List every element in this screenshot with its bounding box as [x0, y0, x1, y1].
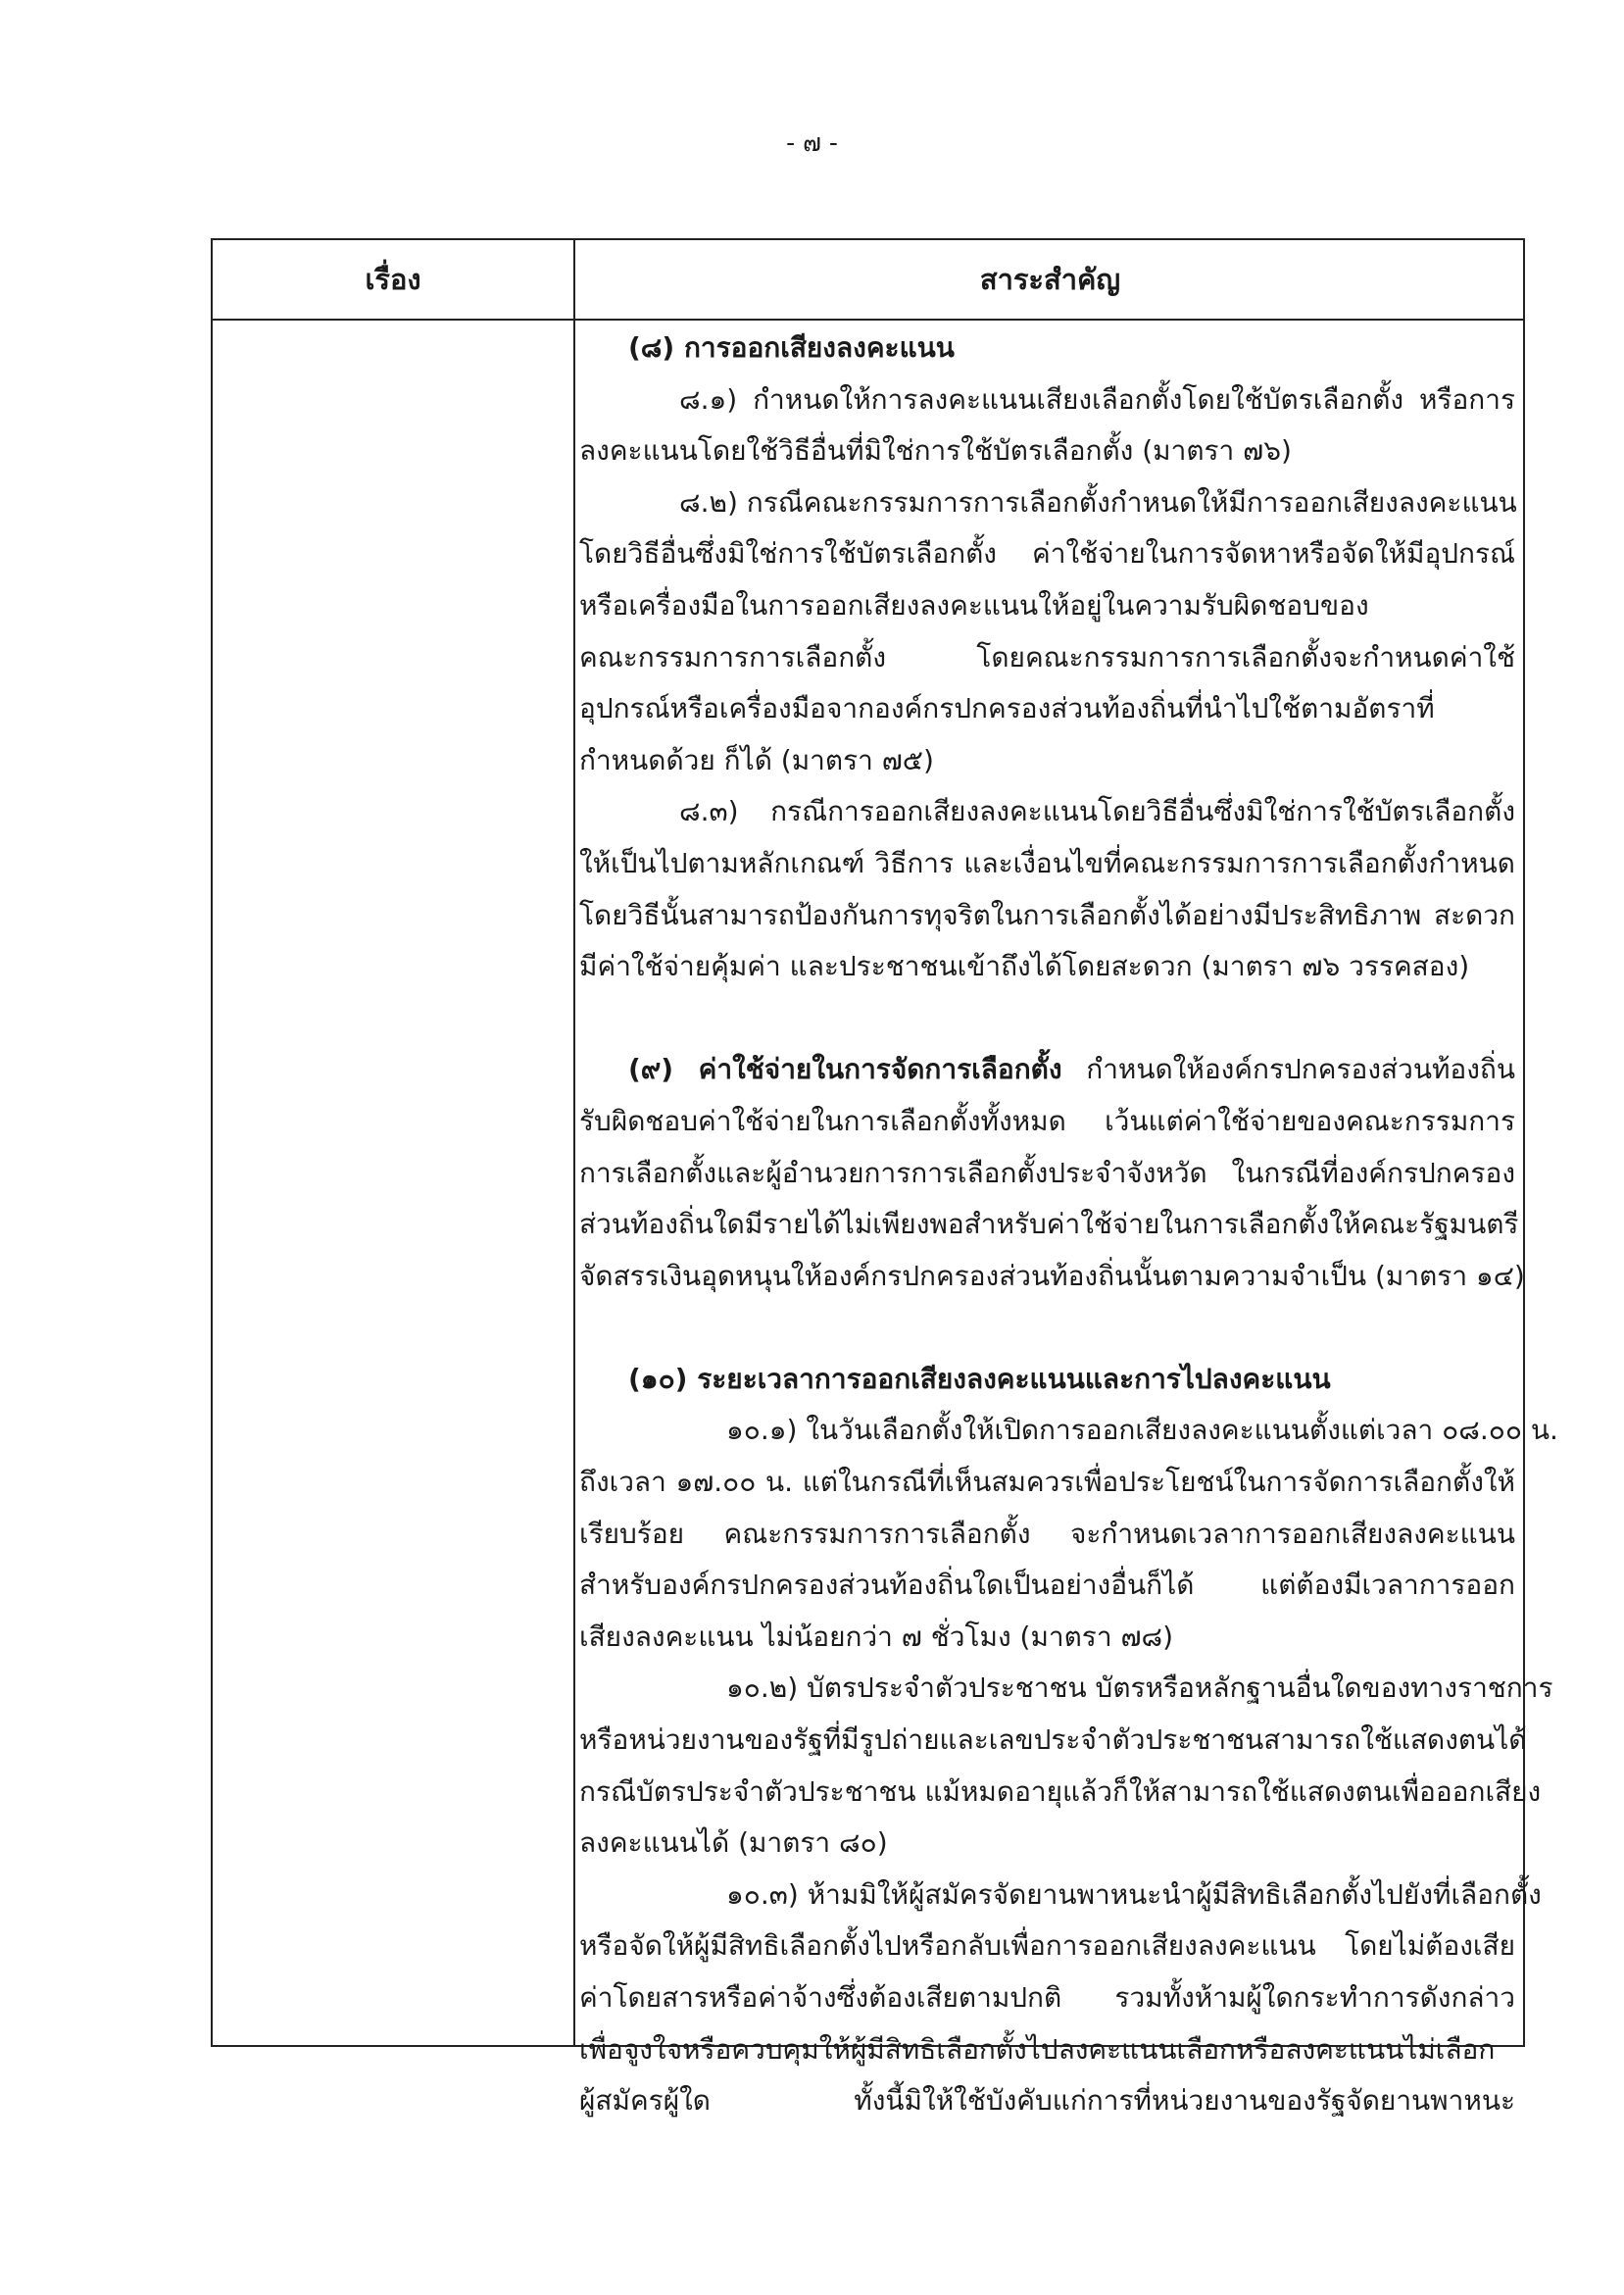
table-header-row	[213, 240, 1523, 321]
s10-p2-line: ลงคะแนนได้ (มาตรา ๘๐)	[579, 1826, 888, 1860]
section10-heading: (๑๐) ระยะเวลาการออกเสียงลงคะแนนและการไปลงคะแนน	[628, 1362, 1331, 1395]
s8-p1-line: ๘.๑) กำหนดให้การลงคะแนนเสียงเลือกตั้งโดยใช้บัตรเลือกตั้ง หรือการ	[679, 382, 1515, 416]
s8-p3-line: โดยวิธีนั้นสามารถป้องกันการทุจริตในการเลือกตั้งได้อย่างมีประสิทธิภาพ สะดวก	[579, 898, 1515, 931]
s8-p3-line: ๘.๓) กรณีการออกเสียงลงคะแนนโดยวิธีอื่นซึ่งมิใช่การใช้บัตรเลือกตั้ง	[679, 795, 1515, 828]
header-topic: เรื่อง	[365, 263, 421, 296]
section9-first-line	[579, 1044, 1515, 1096]
s9-line: จัดสรรเงินอุดหนุนให้องค์กรปกครองส่วนท้องถิ่นนั้นตามความจำเป็น (มาตรา ๑๔)	[579, 1259, 1525, 1292]
s8-p1-line: ลงคะแนนโดยใช้วิธีอื่นที่มิใช่การใช้บัตรเลือกตั้ง (มาตรา ๗๖)	[579, 434, 1292, 468]
section9-first-line-rest: กำหนดให้องค์กรปกครองส่วนท้องถิ่น	[1086, 1053, 1516, 1086]
s9-line: ส่วนท้องถิ่นใดมีรายได้ไม่เพียงพอสำหรับค่าใช้จ่ายในการเลือกตั้งให้คณะรัฐมนตรี	[579, 1208, 1519, 1241]
s10-p1-line: สำหรับองค์กรปกครองส่วนท้องถิ่นใดเป็นอย่างอื่นก็ได้ แต่ต้องมีเวลาการออก	[579, 1569, 1515, 1602]
s8-p3-line: มีค่าใช้จ่ายคุ้มค่า และประชาชนเข้าถึงได้โดยสะดวก (มาตรา ๗๖ วรรคสอง)	[579, 950, 1470, 983]
s10-p2-line: หรือหน่วยงานของรัฐที่มีรูปถ่ายและเลขประจำตัวประชาชนสามารถใช้แสดงตนได้	[579, 1723, 1527, 1757]
s10-p3-line: เพื่อจูงใจหรือควบคุมให้ผู้มีสิทธิเลือกตั้งไปลงคะแนนเลือกหรือลงคะแนนไม่เลือก	[579, 2032, 1496, 2066]
s8-p2-line: อุปกรณ์หรือเครื่องมือจากองค์กรปกครองส่วนท้องถิ่นที่นำไปใช้ตามอัตราที่	[579, 692, 1435, 725]
s10-p1-line: ๑๐.๑) ในวันเลือกตั้งให้เปิดการออกเสียงลงคะแนนตั้งแต่เวลา ๐๘.๐๐ น.	[726, 1414, 1558, 1447]
s10-p2-line: กรณีบัตรประจำตัวประชาชน แม้หมดอายุแล้วก็ให้สามารถใช้แสดงตนเพื่อออกเสียง	[579, 1774, 1542, 1808]
s10-p3-line: ผู้สมัครผู้ใด ทั้งนี้มิให้ใช้บังคับแก่การที่หน่วยงานของรัฐจัดยานพาหนะ	[579, 2084, 1515, 2118]
s8-p2-line: โดยวิธีอื่นซึ่งมิใช่การใช้บัตรเลือกตั้ง ค่าใช้จ่ายในการจัดหาหรือจัดให้มีอุปกรณ์	[579, 537, 1515, 571]
s8-p2-line: คณะกรรมการการเลือกตั้ง โดยคณะกรรมการการเลือกตั้งจะกำหนดค่าใช้	[579, 640, 1515, 674]
s8-p2-line: ๘.๒) กรณีคณะกรรมการการเลือกตั้งกำหนดให้มีการออกเสียงลงคะแนน	[679, 485, 1517, 519]
s8-p3-line: ให้เป็นไปตามหลักเกณฑ์ วิธีการ และเงื่อนไขที่คณะกรรมการการเลือกตั้งกำหนด	[579, 846, 1515, 879]
s10-p1-line: ถึงเวลา ๑๗.๐๐ น. แต่ในกรณีที่เห็นสมควรเพื่อประโยชน์ในการจัดการเลือกตั้งให้	[579, 1466, 1515, 1499]
essence-content	[579, 323, 1558, 2118]
s10-p3-line: หรือจัดให้ผู้มีสิทธิเลือกตั้งไปหรือกลับเพื่อการออกเสียงลงคะแนน โดยไม่ต้องเสีย	[579, 1929, 1515, 1963]
spacer	[579, 1302, 1515, 1354]
s10-p1-line: เรียบร้อย คณะกรรมการการเลือกตั้ง จะกำหนดเวลาการออกเสียงลงคะแนน	[579, 1517, 1515, 1550]
s8-p2-line: กำหนดด้วย ก็ได้ (มาตรา ๗๕)	[579, 743, 934, 776]
s10-p2-line: ๑๐.๒) บัตรประจำตัวประชาชน บัตรหรือหลักฐานอื่นใดของทางราชการ	[726, 1671, 1553, 1705]
s9-line: การเลือกตั้งและผู้อำนวยการการเลือกตั้งประจำจังหวัด ในกรณีที่องค์กรปกครอง	[579, 1156, 1515, 1189]
spacer	[579, 993, 1515, 1045]
s10-p1-line: เสียงลงคะแนน ไม่น้อยกว่า ๗ ชั่วโมง (มาตรา ๗๘)	[579, 1620, 1174, 1653]
s10-p3-line: ๑๐.๓) ห้ามมิให้ผู้สมัครจัดยานพาหนะนำผู้มีสิทธิเลือกตั้งไปยังที่เลือกตั้ง	[726, 1877, 1542, 1911]
s9-line: รับผิดชอบค่าใช้จ่ายในการเลือกตั้งทั้งหมด เว้นแต่ค่าใช้จ่ายของคณะกรรมการ	[579, 1104, 1515, 1137]
section8-heading: (๘) การออกเสียงลงคะแนน	[628, 331, 955, 364]
s10-p3-line: ค่าโดยสารหรือค่าจ้างซึ่งต้องเสียตามปกติ รวมทั้งห้ามผู้ใดกระทำการดังกล่าว	[579, 1981, 1515, 2014]
section9-heading: (๙) ค่าใช้จ่ายในการจัดการเลือกตั้ง	[628, 1053, 1062, 1086]
column-divider	[573, 240, 575, 2045]
page-number: - ๗ -	[786, 128, 838, 157]
document-table	[211, 238, 1558, 2118]
s8-p2-line: หรือเครื่องมือในการออกเสียงลงคะแนนให้อยู่ในความรับผิดชอบของ	[579, 588, 1369, 622]
header-essence: สาระสำคัญ	[979, 263, 1121, 296]
